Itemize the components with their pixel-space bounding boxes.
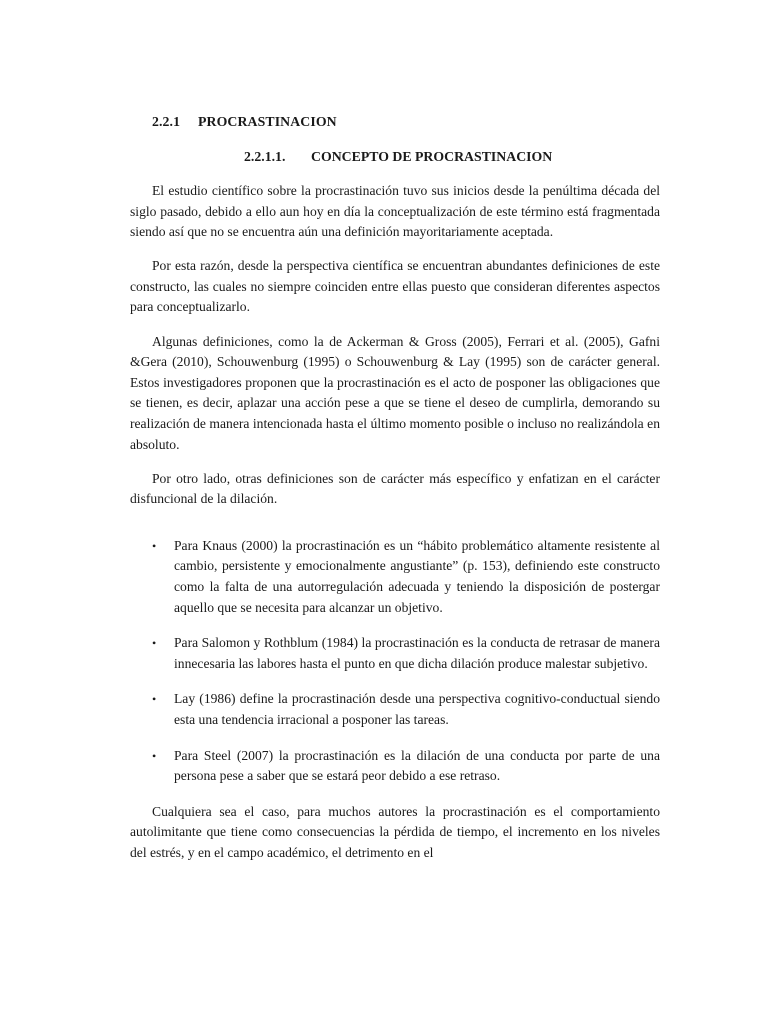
paragraph: Algunas definiciones, como la de Ackerman & Gross (2005), Ferrari et al. (2005), Gafni &Gera (2010), Schouwenburg (1995) o Schouwenburg & Lay (1995) son de carácter general. Estos investigadores proponen que la procrastinación es el acto de posponer las obligaciones que se tienen, es decir, aplazar una acción pese a que se tiene el deseo de cumplirla, demorando su realización de manera intencionada hasta el último momento posible o incluso no realizándola en absoluto. xyxy=(130,333,660,452)
bullet-icon: • xyxy=(152,748,157,763)
list-item xyxy=(130,746,660,787)
closing-paragraph: Cualquiera sea el caso, para muchos autores la procrastinación es el comportamiento autolimitante que tiene como consecuencias la pérdida de tiempo, el incremento en los niveles del estrés, y en el campo académico, el detrimento en el xyxy=(130,803,660,860)
list-item-text: Para Steel (2007) la procrastinación es la dilación de una conducta por parte de una persona pese a saber que se estará peor debido a ese retraso. xyxy=(174,747,660,784)
document-body xyxy=(130,181,660,877)
bullet-list xyxy=(130,536,660,787)
paragraph: Por otro lado, otras definiciones son de carácter más específico y enfatizan en el carácter disfuncional de la dilación. xyxy=(130,470,660,507)
list-item xyxy=(130,633,660,674)
list-item-text: Para Knaus (2000) la procrastinación es un “hábito problemático altamente resistente al cambio, persistente y emocionalmente angustiante” (p. 153), definiendo este constructo como la falta de una autorregulación adecuada y teniendo la disposición de postergar aquello que se necesita para alcanzar un objetivo. xyxy=(174,537,660,615)
subsection-heading xyxy=(244,147,552,168)
list-item-text: Lay (1986) define la procrastinación desde una perspectiva cognitivo-conductual siendo esta una tendencia irracional a posponer las tareas. xyxy=(174,691,660,727)
section-title: PROCRASTINACION xyxy=(198,114,337,129)
bullet-icon: • xyxy=(152,538,157,553)
section-heading xyxy=(152,112,337,133)
list-item xyxy=(130,689,660,730)
section-number: 2.2.1 xyxy=(152,114,181,129)
subsection-title: CONCEPTO DE PROCRASTINACION xyxy=(311,149,553,164)
list-item xyxy=(130,536,660,618)
subsection-number: 2.2.1.1. xyxy=(244,149,286,164)
paragraph: El estudio científico sobre la procrastinación tuvo sus inicios desde la penúltima década del siglo pasado, debido a ello aun hoy en día la conceptualización de este término está fragmentada siendo así que no se encuentra aún una definición mayoritariamente aceptada. xyxy=(130,183,660,240)
list-item-text: Para Salomon y Rothblum (1984) la procrastinación es la conducta de retrasar de manera innecesaria las labores hasta el punto en que dicha dilación produce malestar subjetivo. xyxy=(174,635,660,671)
paragraph: Por esta razón, desde la perspectiva científica se encuentran abundantes definiciones de este constructo, las cuales no siempre coinciden entre ellas puesto que consideran diferentes aspectos para conceptualizarlo. xyxy=(130,258,660,315)
bullet-icon: • xyxy=(152,636,157,651)
bullet-icon: • xyxy=(152,692,157,707)
